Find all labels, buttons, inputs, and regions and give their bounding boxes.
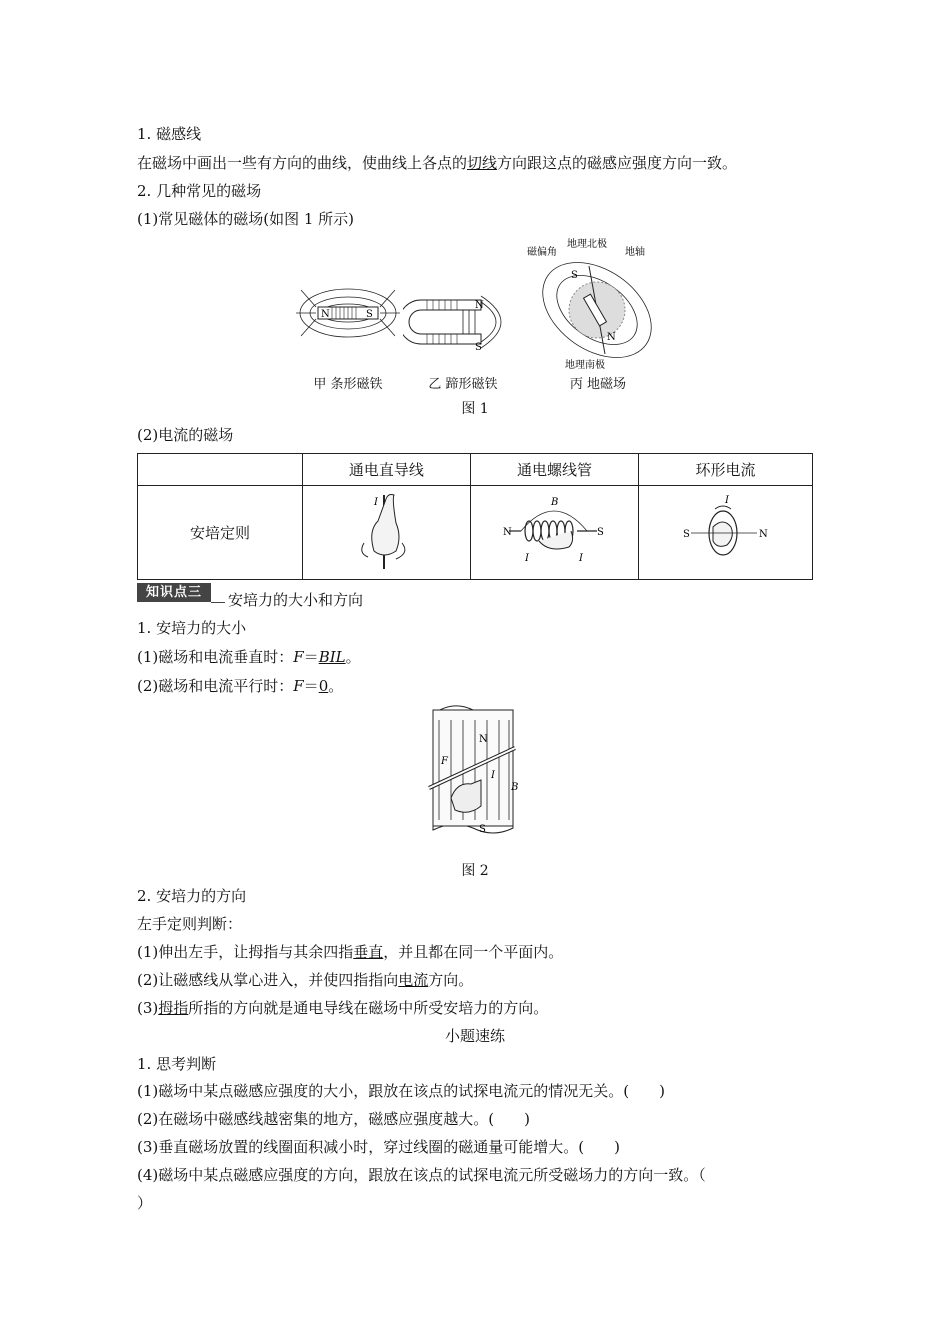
svg-text:I: I (525, 552, 530, 564)
svg-text:S: S (597, 526, 605, 538)
svg-text:N: N (475, 300, 484, 311)
svg-text:地理北极: 地理北极 (567, 239, 607, 250)
figure1-label: 图 1 (461, 401, 489, 417)
underlined-answer: 切线 (467, 154, 498, 172)
figure1-caption-c: 丙 地磁场 (569, 377, 627, 392)
svg-text:N: N (607, 332, 616, 343)
tag-underline (211, 602, 225, 603)
svg-text:N: N (503, 526, 513, 538)
figure1-horseshoe-magnet (403, 292, 523, 354)
solenoid-diagram-cell (470, 486, 638, 580)
figure2-left-hand-rule (415, 700, 535, 840)
force-perpendicular: (1)磁场和电流垂直时：F＝BIL。 (137, 648, 361, 666)
question-4: (4)磁场中某点磁感应强度的方向，跟放在该点的试探电流元所受磁场力的方向一致。（ (137, 1166, 706, 1184)
svg-text:I: I (491, 770, 495, 781)
question-2: (2)在磁场中磁感线越密集的地方，磁感应强度越大。( ) (137, 1110, 530, 1128)
svg-text:S: S (479, 824, 486, 835)
section2-sub1: (1)常见磁体的磁场(如图 1 所示) (137, 210, 355, 228)
svg-text:地理南极: 地理南极 (565, 360, 605, 371)
svg-text:B: B (511, 782, 519, 793)
loop-current-diagram-cell (639, 486, 813, 580)
section1-paragraph: 在磁场中画出一些有方向的曲线，使曲线上各点的切线方向跟这点的磁感应强度方向一致。 (137, 154, 738, 172)
section4-heading: 2. 安培力的方向 (137, 887, 247, 905)
svg-text:B: B (551, 496, 559, 508)
table-header-loop-current: 环形电流 (639, 454, 813, 486)
svg-text:I: I (374, 496, 379, 508)
practice-title: 小题速练 (444, 1027, 505, 1045)
straight-wire-diagram-cell (303, 486, 471, 580)
straight-wire-hand-icon (346, 491, 426, 571)
underlined-answer: BIL (318, 648, 346, 666)
section2-heading: 2. 几种常见的磁场 (137, 182, 262, 200)
svg-text:N: N (479, 734, 488, 745)
question-1: (1)磁场中某点磁感应强度的大小，跟放在该点的试探电流元的情况无关。( ) (137, 1082, 665, 1100)
rule-step-3: (3)拇指所指的方向就是通电导线在磁场中所受安培力的方向。 (137, 999, 549, 1017)
svg-text:F: F (441, 756, 448, 767)
svg-text:S: S (475, 342, 482, 353)
solenoid-hand-icon (499, 491, 609, 571)
table-row-label: 安培定则 (138, 486, 303, 580)
table-header-straight-wire: 通电直导线 (303, 454, 471, 486)
left-hand-rule-intro: 左手定则判断： (137, 915, 243, 933)
table-header-solenoid: 通电螺线管 (470, 454, 638, 486)
knowledge-point-tag: 知识点三 (137, 583, 211, 602)
underlined-answer: 拇指 (158, 999, 189, 1017)
svg-text:N: N (321, 309, 330, 320)
table-header-empty (138, 454, 303, 486)
svg-text:S: S (682, 528, 690, 540)
underlined-answer: 垂直 (353, 943, 384, 961)
figure1-caption-b: 乙 蹄形磁铁 (428, 377, 498, 392)
figure1-bar-magnet (296, 285, 401, 360)
svg-text:S: S (571, 270, 578, 281)
figure1-caption-a: 甲 条形磁铁 (313, 377, 383, 392)
section1-heading: 1. 磁感线 (137, 125, 202, 143)
section2-sub2: (2)电流的磁场 (137, 426, 234, 444)
question-4-end: ） (137, 1194, 153, 1212)
svg-text:地轴: 地轴 (625, 247, 645, 258)
question-3: (3)垂直磁场放置的线圈面积减小时，穿过线圈的磁通量可能增大。( ) (137, 1138, 620, 1156)
svg-text:I: I (579, 552, 584, 564)
svg-text:S: S (366, 309, 373, 320)
rule-step-2: (2)让磁感线从掌心进入，并使四指指向电流方向。 (137, 971, 474, 989)
figure1-geomagnetic-field (525, 238, 665, 373)
underlined-answer: 电流 (398, 971, 429, 989)
underlined-answer: 0 (318, 677, 329, 695)
section3-heading: 1. 安培力的大小 (137, 619, 247, 637)
practice-heading: 1. 思考判断 (137, 1055, 217, 1073)
force-parallel: (2)磁场和电流平行时：F＝0。 (137, 677, 344, 695)
svg-text:磁偏角: 磁偏角 (527, 247, 557, 258)
svg-text:N: N (758, 528, 768, 540)
figure2-label: 图 2 (461, 863, 489, 879)
knowledge-point-title: 安培力的大小和方向 (228, 591, 364, 609)
svg-text:I: I (724, 494, 729, 506)
rule-step-1: (1)伸出左手，让拇指与其余四指垂直，并且都在同一个平面内。 (137, 943, 564, 961)
ampere-rule-table (137, 453, 813, 580)
loop-current-hand-icon (681, 491, 771, 571)
